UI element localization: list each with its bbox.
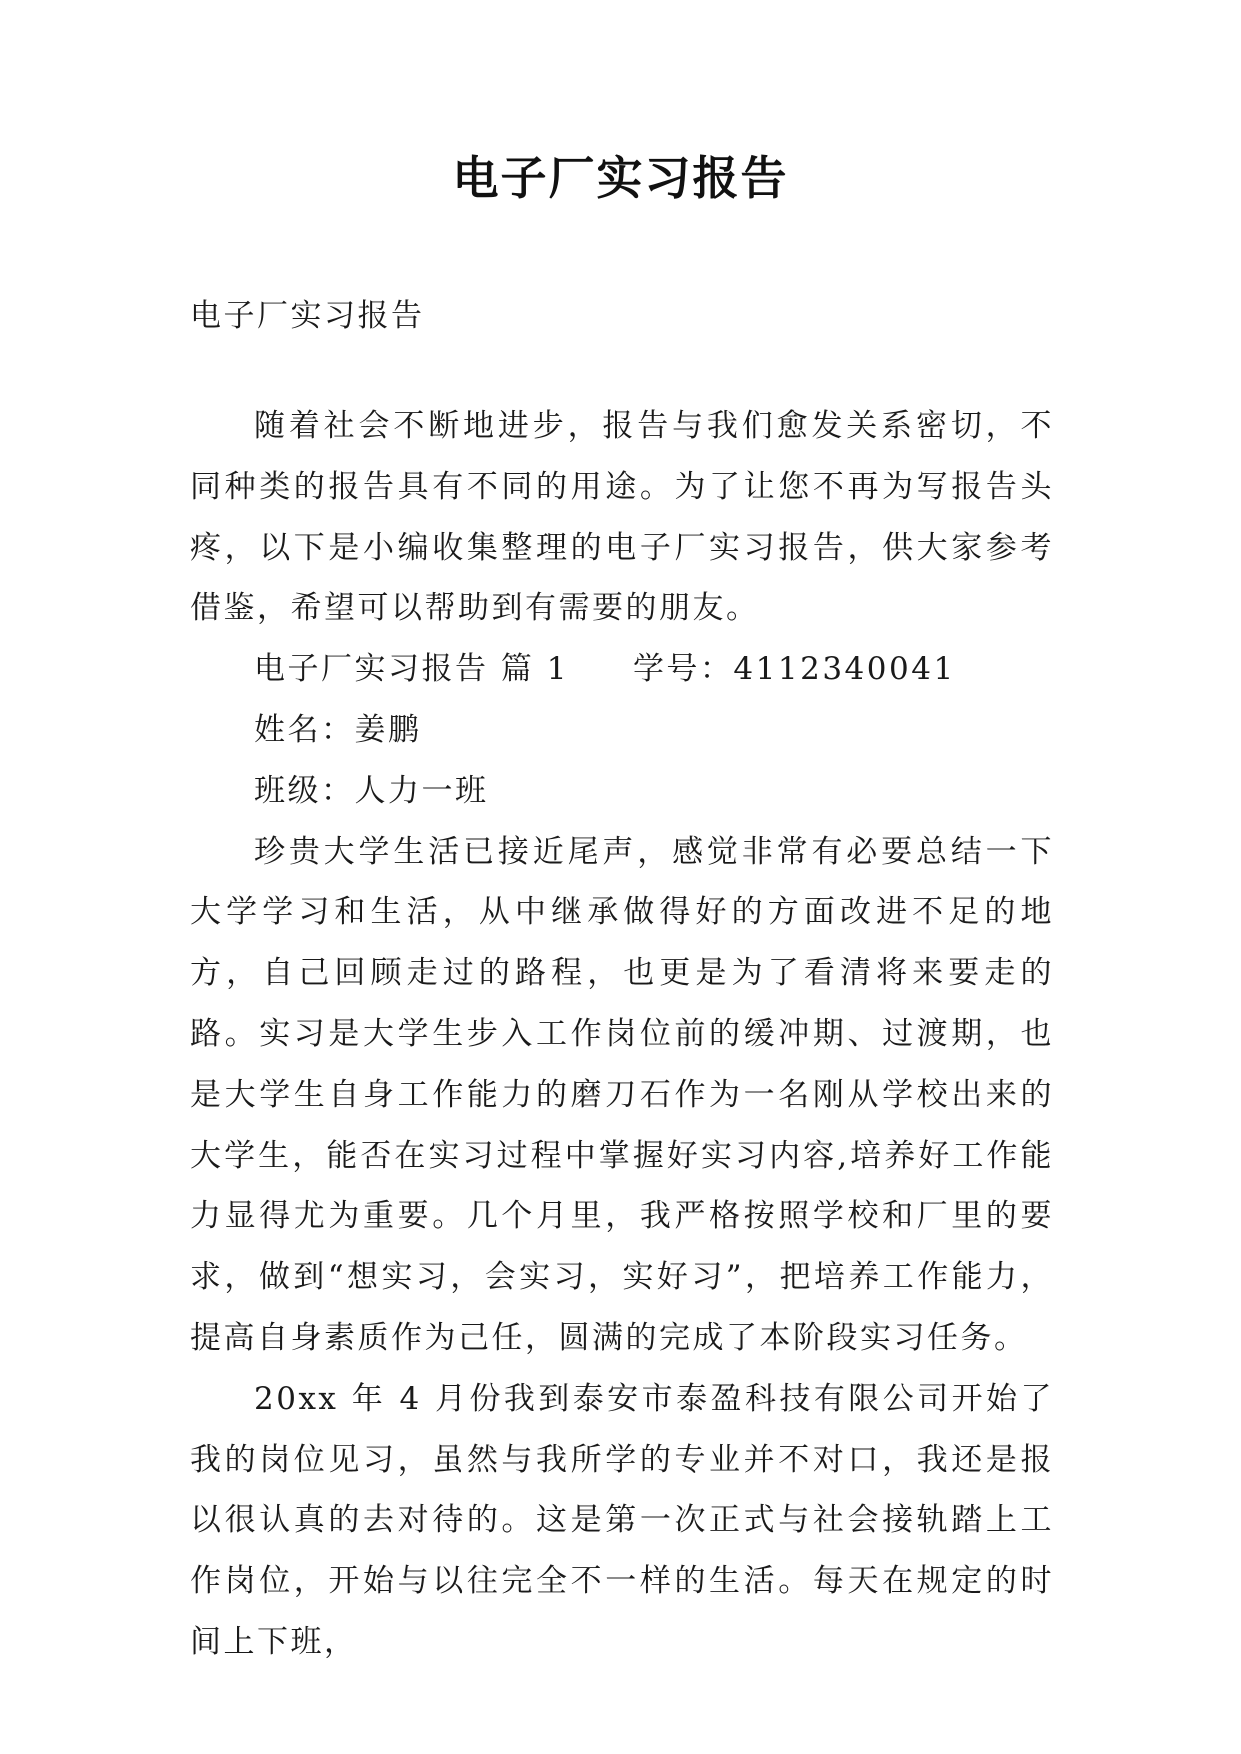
intro-paragraph: 随着社会不断地进步，报告与我们愈发关系密切，不同种类的报告具有不同的用途。为了让您不再为写报告头疼，以下是小编收集整理的电子厂实习报告，供大家参考借鉴，希望可以帮助到有需要的朋友。 [190,408,1054,627]
document-body [190,396,1054,1673]
body-paragraph: 20xx 年 4 月份我到泰安市泰盈科技有限公司开始了我的岗位见习，虽然与我所学的专业并不对口，我还是报以很认真的去对待的。这是第一次正式与社会接轨踏上工作岗位，开始与以往完全不一样的生活。每天在规定的时间上下班， [190,1380,1054,1660]
section-heading-line [190,639,1054,700]
document-title: 电子厂实习报告 [452,151,789,205]
section-heading: 电子厂实习报告 篇 1 [254,651,569,688]
student-id: 学号：4112340041 [632,651,956,688]
student-class: 班级：人力一班 [254,772,489,809]
body-paragraph: 珍贵大学生活已接近尾声，感觉非常有必要总结一下大学学习和生活，从中继承做得好的方面改进不足的地方，自己回顾走过的路程，也更是为了看清将来要走的路。实习是大学生步入工作岗位前的缓冲期、过渡期，也是大学生自身工作能力的磨刀石作为一名刚从学校出来的大学生，能否在实习过程中掌握好实习内容,培养好工作能力显得尤为重要。几个月里，我严格按照学校和厂里的要求，做到“想实习，会实习，实好习”，把培养工作能力，提高自身素质作为己任，圆满的完成了本阶段实习任务。 [190,833,1054,1356]
student-name: 姓名：姜鹏 [254,711,422,748]
document-subtitle: 电子厂实习报告 [190,298,425,334]
